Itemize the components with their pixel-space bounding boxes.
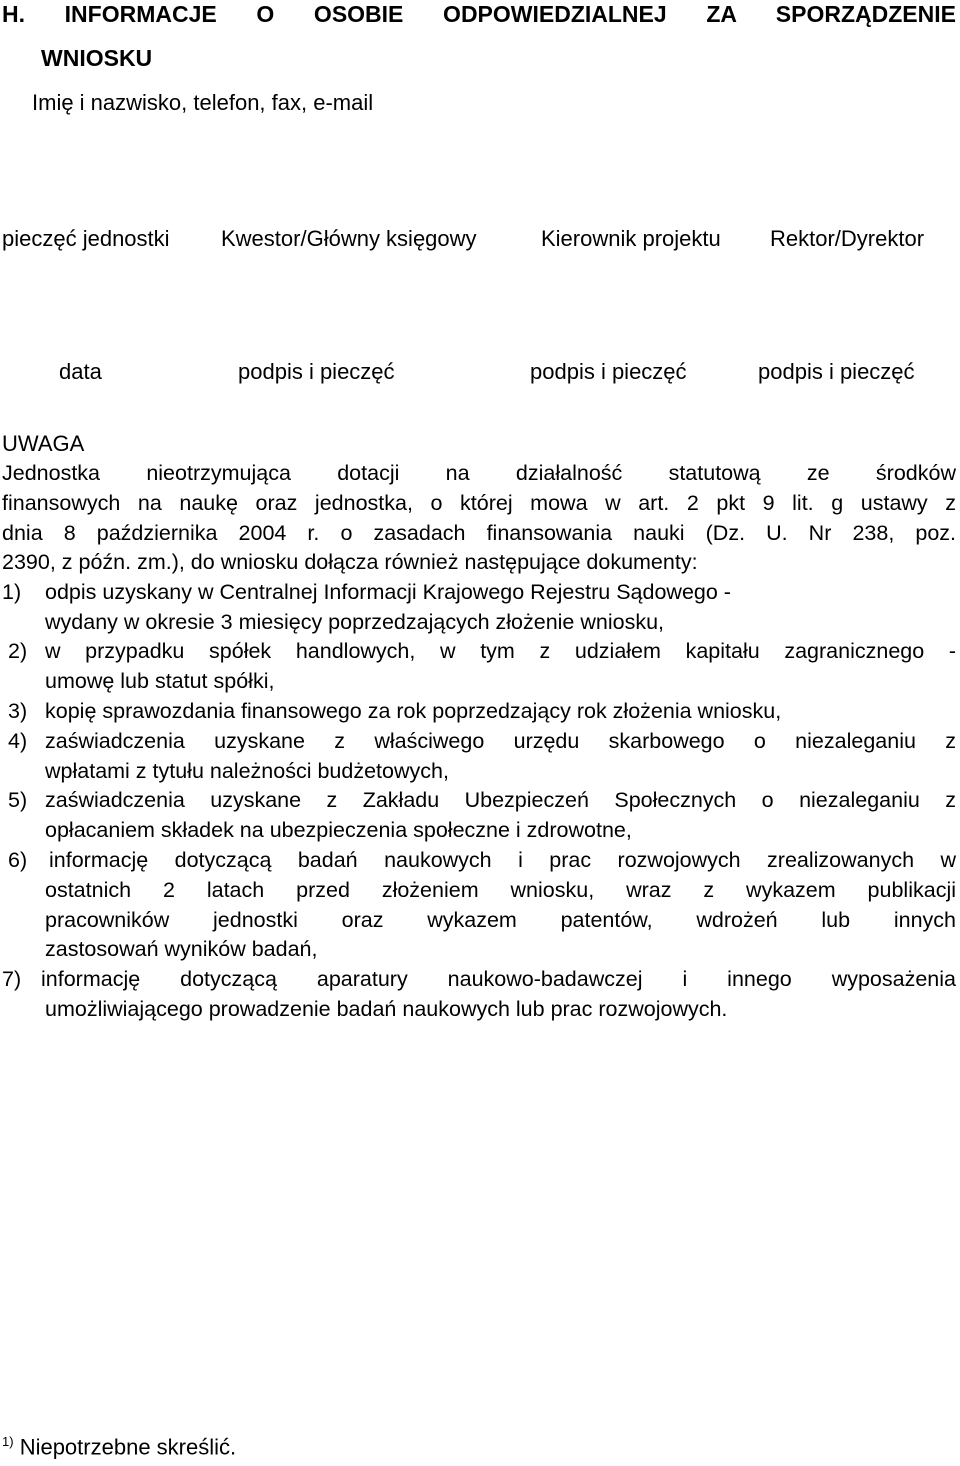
item-line: wydany w okresie 3 miesięcy poprzedzających złożenie wniosku, bbox=[45, 610, 665, 634]
item-number: 5) bbox=[8, 788, 28, 812]
item-line: informację dotyczącą badań naukowych i prac rozwojowych zrealizowanych w bbox=[49, 848, 956, 872]
role-project-manager: Kierownik projektu bbox=[541, 226, 721, 251]
item-line: ostatnich 2 latach przed złożeniem wniosku, wraz z wykazem publikacji bbox=[45, 878, 956, 902]
item-line: w przypadku spółek handlowych, w tym z udziałem kapitału zagranicznego - bbox=[45, 639, 956, 663]
item-line: kopię sprawozdania finansowego za rok poprzedzający rok złożenia wniosku, bbox=[45, 699, 782, 723]
item-number: 6) bbox=[8, 848, 28, 872]
item-number: 1) bbox=[2, 580, 22, 604]
item-number: 4) bbox=[8, 729, 28, 753]
item-line: zastosowań wyników badań, bbox=[45, 937, 318, 961]
item-line: umożliwiającego prowadzenie badań naukowych lub prac rozwojowych. bbox=[45, 997, 728, 1021]
footnote-text: Niepotrzebne skreślić. bbox=[19, 1434, 237, 1460]
item-line: zaświadczenia uzyskane z Zakładu Ubezpieczeń Społecznych o niezaleganiu z bbox=[45, 788, 956, 812]
item-line: odpis uzyskany w Centralnej Informacji Krajowego Rejestru Sądowego - bbox=[45, 580, 731, 604]
role-bursar: Kwestor/Główny księgowy bbox=[221, 226, 477, 251]
signature-date: data bbox=[59, 359, 102, 384]
item-line: informację dotyczącą aparatury naukowo-badawczej i innego wyposażenia bbox=[41, 967, 956, 991]
item-line: pracowników jednostki oraz wykazem patentów, wdrożeń lub innych bbox=[45, 908, 956, 932]
footnote bbox=[2, 1434, 236, 1460]
signature-project-manager: podpis i pieczęć bbox=[530, 359, 687, 384]
item-number: 7) bbox=[2, 967, 22, 991]
item-number: 2) bbox=[8, 639, 28, 663]
note-line: dnia 8 października 2004 r. o zasadach finansowania nauki (Dz. U. Nr 238, poz. bbox=[2, 521, 956, 545]
role-rector: Rektor/Dyrektor bbox=[770, 226, 925, 251]
note-heading: UWAGA bbox=[2, 431, 85, 456]
role-seal: pieczęć jednostki bbox=[2, 226, 170, 251]
item-line: wpłatami z tytułu należności budżetowych, bbox=[45, 759, 449, 783]
section-title: H. INFORMACJE O OSOBIE ODPOWIEDZIALNEJ ZA SPORZĄDZENIE bbox=[2, 1, 956, 27]
section-subtitle: Imię i nazwisko, telefon, fax, e-mail bbox=[32, 90, 374, 115]
item-number: 3) bbox=[8, 699, 28, 723]
note-line: 2390, z późn. zm.), do wniosku dołącza również następujące dokumenty: bbox=[2, 550, 698, 574]
item-line: zaświadczenia uzyskane z właściwego urzędu skarbowego o niezaleganiu z bbox=[45, 729, 956, 753]
signature-rector: podpis i pieczęć bbox=[758, 359, 915, 384]
signature-bursar: podpis i pieczęć bbox=[238, 359, 395, 384]
item-line: opłacaniem składek na ubezpieczenia społeczne i zdrowotne, bbox=[45, 818, 632, 842]
section-title-continued: WNIOSKU bbox=[41, 45, 153, 71]
item-line: umowę lub statut spółki, bbox=[45, 669, 275, 693]
note-line: finansowych na naukę oraz jednostka, o której mowa w art. 2 pkt 9 lit. g ustawy z bbox=[2, 491, 956, 515]
footnote-marker: 1) bbox=[2, 1434, 14, 1449]
note-line: Jednostka nieotrzymująca dotacji na działalność statutową ze środków bbox=[2, 461, 956, 485]
